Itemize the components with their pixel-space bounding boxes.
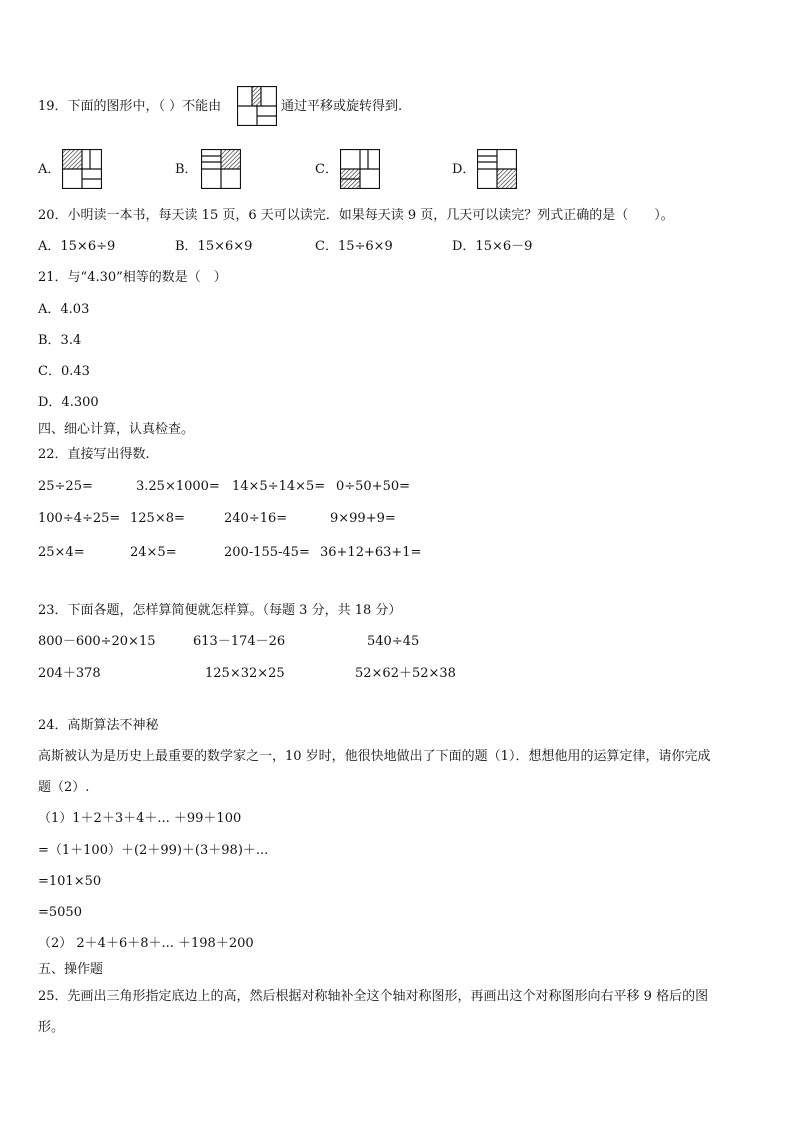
q23-item: 613－174－26	[193, 634, 286, 649]
q25-stem-line-1: 25．先画出三角形指定底边上的高，然后根据对称轴补全这个轴对称图形，再画出这个对称图形向右平移 9 格后的图	[38, 989, 709, 1004]
q19-option-a-label: A．	[38, 162, 61, 177]
q19-option-d-figure[interactable]	[477, 149, 517, 189]
q19-stem-prefix: 19．下面的图形中，（ ）不能由	[38, 99, 222, 114]
q21-stem: 21．与“4.30”相等的数是（ ）	[38, 270, 227, 285]
q20-stem: 20．小明读一本书，每天读 15 页，6 天可以读完．如果每天读 9 页，几天可以读完？列式正确的是（ ）。	[38, 208, 674, 223]
q24-work-line: （2） 2＋4＋6＋8＋... ＋198＋200	[38, 936, 254, 951]
q23-item: 800－600÷20×15	[38, 634, 156, 649]
q22-item: 25÷25=	[38, 479, 93, 494]
q23-item: 204＋378	[38, 666, 101, 681]
q24-work-line: （1）1＋2＋3＋4＋... ＋99＋100	[38, 811, 242, 826]
section-5-heading: 五、操作题	[38, 962, 104, 977]
q22-item: 9×99+9=	[330, 511, 396, 526]
q21-option-c[interactable]: C．0.43	[38, 364, 90, 379]
q22-item: 200-155-45=	[224, 545, 310, 560]
section-4-heading: 四、细心计算，认真检查。	[38, 422, 195, 437]
q24-work-line: =101×50	[38, 874, 102, 889]
q25-stem-line-2: 形。	[38, 1020, 65, 1035]
q23-item: 540÷45	[367, 634, 420, 649]
q24-work-line: =（1＋100）＋(2＋99)＋(3＋98)＋...	[38, 843, 269, 858]
q24-title: 24．高斯算法不神秘	[38, 718, 159, 733]
q19-option-d-label: D．	[452, 162, 476, 177]
q20-option-a[interactable]: A．15×6÷9	[38, 239, 116, 254]
q22-item: 36+12+63+1=	[320, 545, 422, 560]
q22-stem: 22．直接写出得数.	[38, 447, 150, 462]
q20-option-b[interactable]: B．15×6×9	[175, 239, 253, 254]
q21-option-b[interactable]: B．3.4	[38, 333, 82, 348]
q22-item: 3.25×1000=	[136, 479, 220, 494]
q22-item: 125×8=	[130, 511, 185, 526]
q19-stem-suffix: 通过平移或旋转得到.	[281, 99, 403, 114]
q22-item: 24×5=	[130, 545, 177, 560]
q24-paragraph-line-1: 高斯被认为是历史上最重要的数学家之一，10 岁时，他很快地做出了下面的题（1）．想想他用的运算定律，请你完成	[38, 749, 711, 764]
q19-option-c-figure[interactable]	[340, 149, 380, 189]
q19-reference-figure	[237, 86, 277, 126]
q24-work-line: =5050	[38, 905, 82, 920]
q22-item: 25×4=	[38, 545, 85, 560]
q19-option-a-figure[interactable]	[62, 149, 102, 189]
q20-option-c[interactable]: C．15÷6×9	[315, 239, 393, 254]
q22-item: 100÷4÷25=	[38, 511, 121, 526]
q21-option-d[interactable]: D．4.300	[38, 395, 99, 410]
q19-option-c-label: C．	[315, 162, 338, 177]
q20-option-d[interactable]: D．15×6－9	[452, 239, 533, 254]
q23-stem: 23．下面各题，怎样算简便就怎样算。（每题 3 分，共 18 分）	[38, 603, 402, 618]
q23-item: 125×32×25	[205, 666, 285, 681]
q19-option-b-figure[interactable]	[201, 149, 241, 189]
q19-option-b-label: B．	[175, 162, 198, 177]
q22-item: 0÷50+50=	[336, 479, 411, 494]
q22-item: 14×5÷14×5=	[232, 479, 326, 494]
q22-item: 240÷16=	[224, 511, 288, 526]
q24-paragraph-line-2: 题（2）.	[38, 780, 90, 795]
q23-item: 52×62＋52×38	[355, 666, 456, 681]
q21-option-a[interactable]: A．4.03	[38, 302, 90, 317]
